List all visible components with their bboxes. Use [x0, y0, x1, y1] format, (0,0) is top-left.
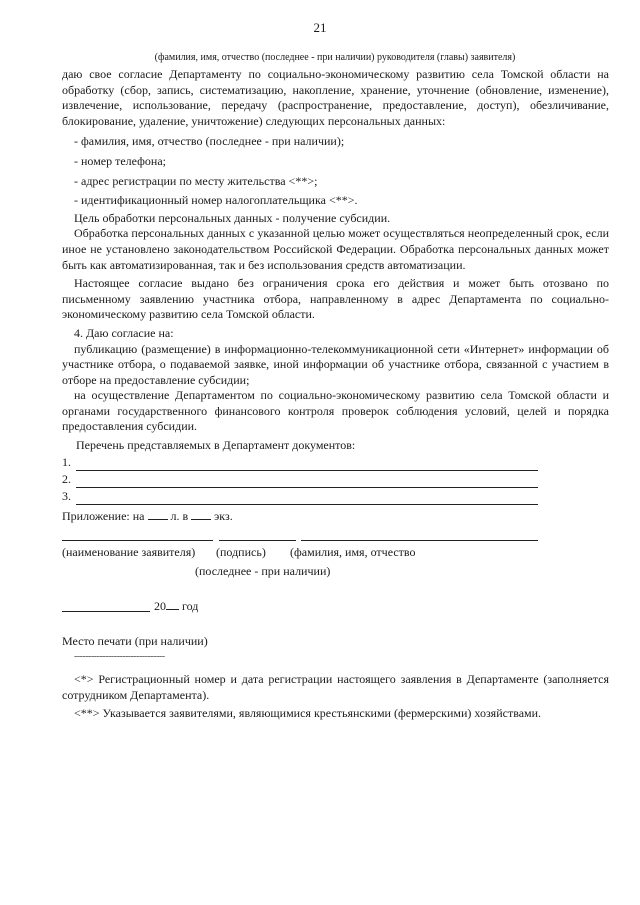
doc-blank-line — [76, 458, 538, 471]
docs-heading: Перечень представляемых в Департамент документов: — [76, 438, 356, 453]
appendix-pages-blank — [148, 508, 168, 520]
fio-signature-line — [301, 540, 538, 541]
year-prefix: 20 — [154, 599, 166, 613]
consent-intro: даю свое согласие Департаменту по социально-экономическому развитию села Томской области на обработку (сбор, запись, систематизацию, накопление, хранение, уточнение (обновление, изменение), извлечение, использование, передачу (распространение, предоставление, доступ), обезличивание, блокирование, удаление, уничтожение) следующих персональных данных: — [62, 67, 609, 128]
doc-blank-line — [76, 475, 538, 488]
processing-text: Обработка персональных данных с указанной целью может осуществляться неопределенный срок, если иное не установлено законодательством Российской Федерации. Обработка персональных данных может быть как автоматизированная, так и без использования средств автоматизации. — [62, 226, 609, 272]
applicant-label: (наименование заявителя) — [62, 545, 196, 559]
doc-number: 1. — [62, 455, 71, 470]
doc-line-2 — [62, 471, 609, 488]
appendix-suffix: экз. — [214, 508, 233, 523]
footnote-1: <*> Регистрационный номер и дата регистрации настоящего заявления в Департаменте (заполняется сотрудником Департамента). — [62, 672, 609, 702]
validity-text: Настоящее согласие выдано без ограничения срока его действия и может быть отозвано по письменному заявлению участника отбора, направленному в адрес Департамента по социально-экономическому развитию села Томской области. — [62, 276, 609, 322]
signature-line — [219, 540, 296, 541]
signature-label: (подпись) — [216, 545, 266, 559]
doc-number: 3. — [62, 489, 71, 504]
publication-consent: публикацию (размещение) в информационно-телекоммуникационной сети «Интернет» информации об участнике отбора, о подаваемой заявке, иной информации об участнике отбора, связанной с участием в отборе на предоставление субсидии; — [62, 341, 609, 387]
point-4-heading: 4. Даю согласие на: — [74, 325, 174, 340]
data-item: - идентификационный номер налогоплательщика <**>. — [74, 193, 358, 208]
footnote-separator: -------------------------------- — [74, 651, 165, 662]
appendix-line — [62, 508, 609, 525]
inspection-consent: на осуществление Департаментом по социально-экономическому развитию села Томской области и органами государственного финансового контроля проверок соблюдения условий, целей и порядка предоставления субсидии. — [62, 388, 609, 434]
date-year — [154, 598, 198, 614]
doc-number: 2. — [62, 472, 71, 487]
year-blank — [166, 598, 179, 610]
doc-line-3 — [62, 488, 609, 505]
year-suffix: год — [182, 599, 199, 613]
fio-label: (фамилия, имя, отчество — [290, 545, 416, 559]
data-item: - адрес регистрации по месту жительства <**>; — [74, 173, 318, 188]
appendix-copies-blank — [191, 508, 211, 520]
appendix-prefix: Приложение: на — [62, 508, 145, 523]
document-body — [62, 67, 609, 524]
doc-line-1 — [62, 454, 609, 471]
footnote-2: <**> Указывается заявителями, являющимися крестьянскими (фермерскими) хозяйствами. — [74, 706, 542, 721]
footnotes — [62, 672, 609, 722]
fio-label-2: (последнее - при наличии) — [195, 564, 331, 578]
date-blank-line — [62, 611, 150, 612]
data-item: - номер телефона; — [74, 153, 166, 168]
purpose-text: Цель обработки персональных данных - получение субсидии. — [74, 210, 391, 225]
appendix-mid: л. в — [170, 508, 189, 523]
doc-blank-line — [76, 492, 538, 505]
data-item: - фамилия, имя, отчество (последнее - при наличии); — [74, 134, 345, 149]
applicant-signature-line — [62, 540, 213, 541]
stamp-place: Место печати (при наличии) — [62, 634, 208, 648]
page-number: 21 — [313, 20, 327, 35]
head-caption: (фамилия, имя, отчество (последнее - при наличии) руководителя (главы) заявителя) — [154, 52, 516, 63]
